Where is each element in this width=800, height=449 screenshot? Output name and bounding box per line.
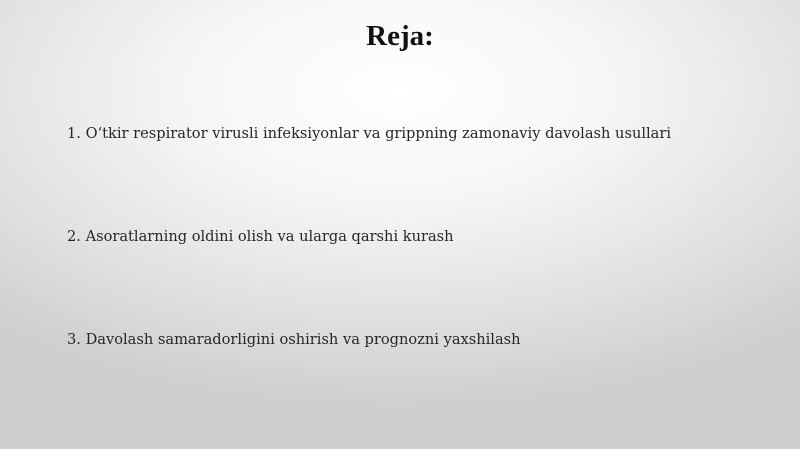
slide-title: Reja: [366, 20, 434, 52]
plan-item-3: 3. Davolash samaradorligini oshirish va prognozni yaxshilash [67, 331, 521, 348]
plan-item-2: 2. Asoratlarning oldini olish va ularga qarshi kurash [67, 228, 454, 245]
plan-item-1: 1. O‘tkir respirator virusli infeksiyonlar va grippning zamonaviy davolash usullari [67, 125, 672, 142]
